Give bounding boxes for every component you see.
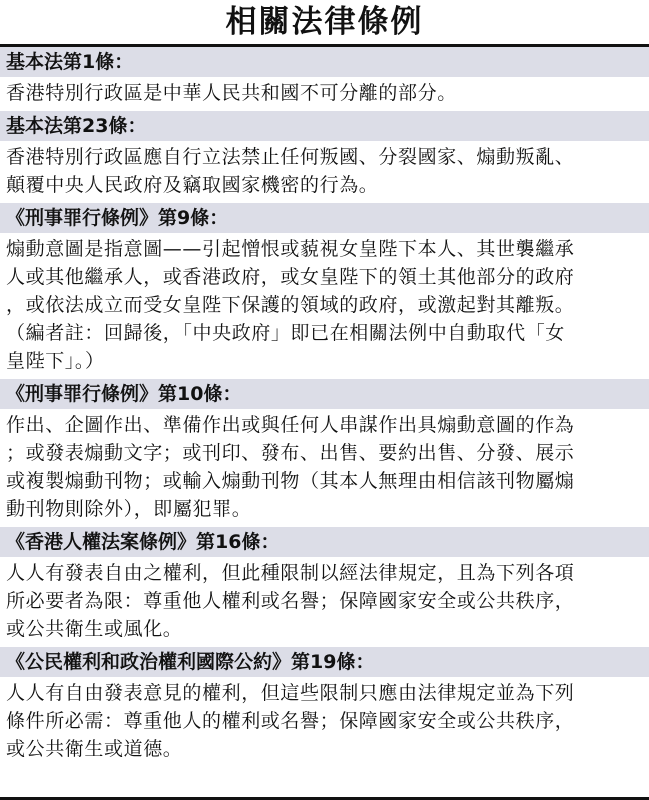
section-body	[0, 409, 649, 527]
body-line: 所必要者為限：尊重他人權利或名譽；保障國家安全或公共秩序，	[6, 590, 575, 612]
section-heading: 《刑事罪行條例》第9條：	[0, 203, 649, 233]
law-section	[0, 111, 649, 203]
law-section	[0, 647, 649, 767]
body-line: （編者註：回歸後，「中央政府」即已在相關法例中自動取代「女	[6, 322, 565, 344]
section-heading: 《刑事罪行條例》第10條：	[0, 379, 649, 409]
body-line: 人或其他繼承人，或香港政府，或女皇陛下的領土其他部分的政府	[6, 266, 575, 288]
law-section	[0, 203, 649, 379]
body-line: 或公共衛生或風化。	[6, 618, 183, 640]
section-body	[0, 557, 649, 647]
body-line: 皇陛下」。）	[6, 350, 105, 372]
body-line: 煽動意圖是指意圖——引起憎恨或藐視女皇陛下本人、其世襲繼承	[6, 238, 575, 260]
page-title: 相關法律條例	[225, 4, 424, 40]
body-line: 香港特別行政區是中華人民共和國不可分離的部分。	[6, 82, 457, 104]
law-section	[0, 527, 649, 647]
body-line: 人人有發表自由之權利，但此種限制以經法律規定，且為下列各項	[6, 562, 575, 584]
law-section	[0, 379, 649, 527]
body-line: 顛覆中央人民政府及竊取國家機密的行為。	[6, 174, 379, 196]
section-heading: 《公民權利和政治權利國際公約》第19條：	[0, 647, 649, 677]
section-body	[0, 233, 649, 379]
body-line: ，或依法成立而受女皇陛下保護的領域的政府，或激起對其離叛。	[6, 294, 575, 316]
section-heading: 基本法第1條：	[0, 47, 649, 77]
section-body	[0, 677, 649, 767]
body-line: 或公共衛生或道德。	[6, 738, 183, 760]
section-body	[0, 77, 649, 111]
section-heading: 《香港人權法案條例》第16條：	[0, 527, 649, 557]
section-heading: 基本法第23條：	[0, 111, 649, 141]
section-body	[0, 141, 649, 203]
body-line: 動刊物則除外），即屬犯罪。	[6, 498, 252, 520]
body-line: 或複製煽動刊物；或輸入煽動刊物（其本人無理由相信該刊物屬煽	[6, 470, 575, 492]
body-line: 香港特別行政區應自行立法禁止任何叛國、分裂國家、煽動叛亂、	[6, 146, 575, 168]
body-line: 人人有自由發表意見的權利，但這些限制只應由法律規定並為下列	[6, 682, 575, 704]
law-sections	[0, 47, 649, 767]
law-section	[0, 47, 649, 111]
body-line: 條件所必需：尊重他人的權利或名譽；保障國家安全或公共秩序，	[6, 710, 575, 732]
body-line: ；或發表煽動文字；或刊印、發布、出售、要約出售、分發、展示	[6, 442, 575, 464]
body-line: 作出、企圖作出、準備作出或與任何人串謀作出具煽動意圖的作為	[6, 414, 575, 436]
